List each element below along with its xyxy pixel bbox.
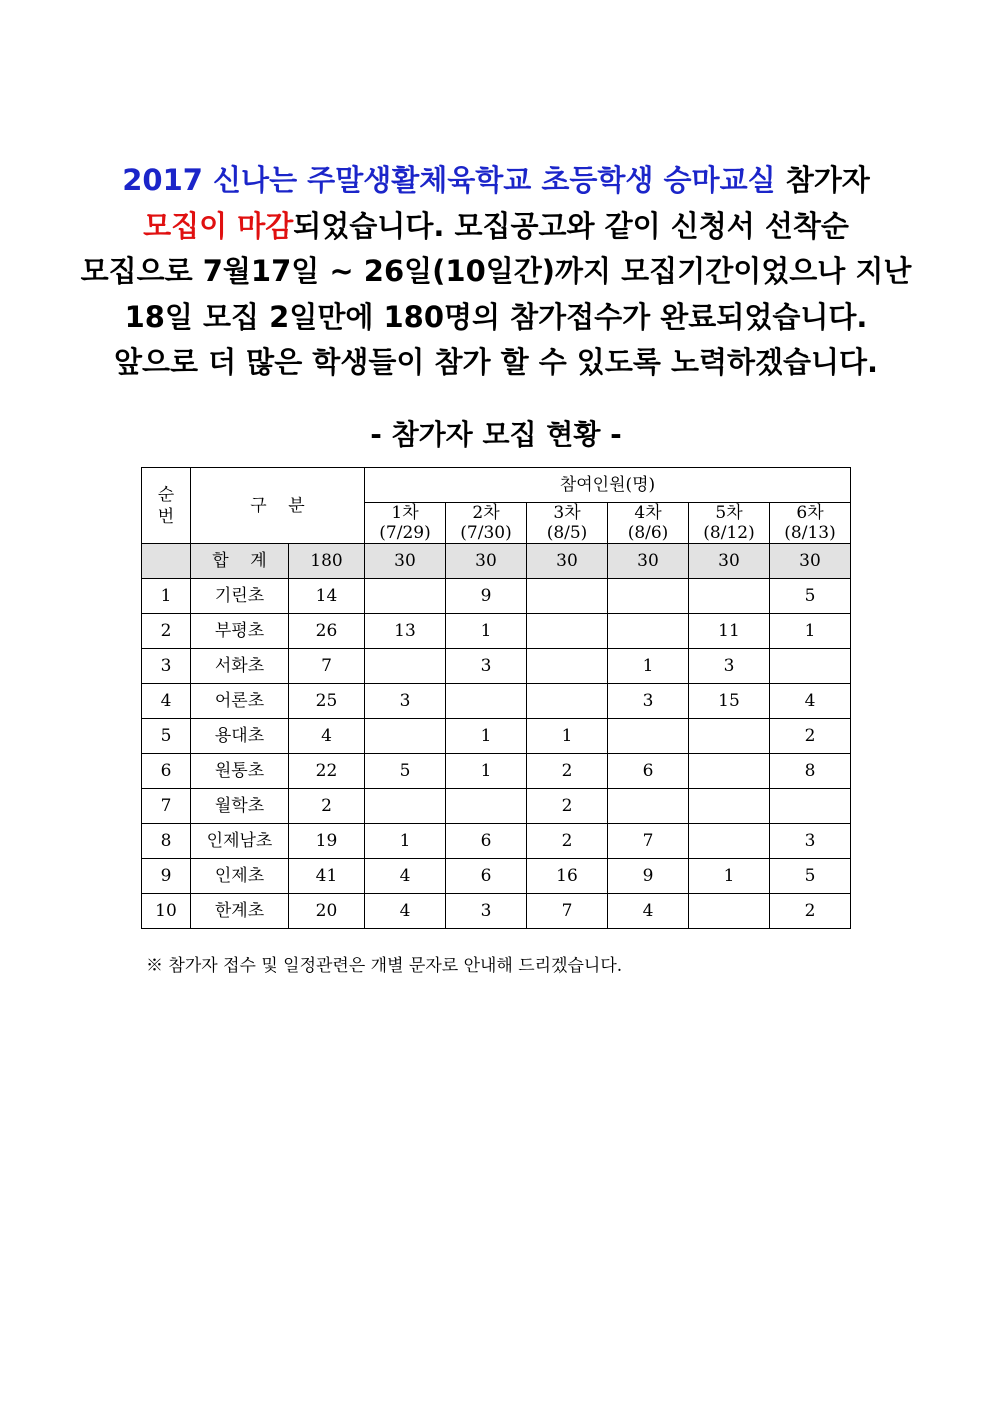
row-round-3: 7 [527, 894, 608, 929]
row-round-6: 3 [770, 824, 851, 859]
row-round-1: 4 [365, 894, 446, 929]
header-round-4 [608, 503, 689, 544]
row-round-1 [365, 789, 446, 824]
row-round-6 [770, 649, 851, 684]
total-round-2: 30 [446, 544, 527, 579]
row-round-5 [689, 894, 770, 929]
row-sum: 20 [289, 894, 365, 929]
header-round-date: (8/12) [703, 523, 755, 543]
row-round-5: 15 [689, 684, 770, 719]
row-round-5: 11 [689, 614, 770, 649]
header-participants: 참여인원(명) [365, 468, 851, 503]
row-school: 한계초 [191, 894, 289, 929]
header-round-label: 1차 [391, 503, 419, 523]
table-row [142, 649, 851, 684]
row-no: 9 [142, 859, 191, 894]
row-no: 5 [142, 719, 191, 754]
row-round-6: 2 [770, 894, 851, 929]
row-school: 인제남초 [191, 824, 289, 859]
row-school: 용대초 [191, 719, 289, 754]
table-row [142, 614, 851, 649]
header-category: 구 분 [191, 468, 365, 544]
row-school: 기린초 [191, 579, 289, 614]
row-round-5 [689, 754, 770, 789]
header-round-2 [446, 503, 527, 544]
row-round-4: 9 [608, 859, 689, 894]
table-row [142, 579, 851, 614]
row-round-1: 4 [365, 859, 446, 894]
table-row [142, 754, 851, 789]
total-round-4: 30 [608, 544, 689, 579]
total-round-1: 30 [365, 544, 446, 579]
row-sum: 7 [289, 649, 365, 684]
row-round-6: 5 [770, 579, 851, 614]
total-no-cell [142, 544, 191, 579]
header-round-date: (7/29) [379, 523, 431, 543]
row-round-3 [527, 579, 608, 614]
header-round-label: 4차 [634, 503, 662, 523]
announcement-line-5: 앞으로 더 많은 학생들이 참가 할 수 있도록 노력하겠습니다. [113, 345, 879, 379]
row-round-2: 3 [446, 894, 527, 929]
row-round-3: 1 [527, 719, 608, 754]
table-row [142, 684, 851, 719]
row-round-4 [608, 579, 689, 614]
row-round-4: 7 [608, 824, 689, 859]
announcement-line-2-rest: 되었습니다. 모집공고와 같이 신청서 선착순 [293, 208, 849, 243]
row-round-3 [527, 614, 608, 649]
row-round-6: 2 [770, 719, 851, 754]
table-row [142, 789, 851, 824]
row-round-1: 3 [365, 684, 446, 719]
header-round-date: (8/13) [784, 523, 836, 543]
announcement [60, 158, 932, 386]
header-round-date: (7/30) [460, 523, 512, 543]
row-school: 어론초 [191, 684, 289, 719]
row-round-2: 1 [446, 754, 527, 789]
row-no: 1 [142, 579, 191, 614]
announcement-line-4: 18일 모집 2일만에 180명의 참가접수가 완료되었습니다. [124, 299, 868, 334]
table-header-row [142, 468, 851, 503]
row-round-1 [365, 649, 446, 684]
announcement-line-1 [60, 158, 932, 204]
row-round-4: 3 [608, 684, 689, 719]
row-school: 서화초 [191, 649, 289, 684]
row-school: 부평초 [191, 614, 289, 649]
row-round-5 [689, 824, 770, 859]
row-round-5 [689, 719, 770, 754]
footnote: ※ 참가자 접수 및 일정관련은 개별 문자로 안내해 드리겠습니다. [146, 956, 623, 976]
row-school: 월학초 [191, 789, 289, 824]
table-row [142, 719, 851, 754]
header-round-1 [365, 503, 446, 544]
header-round-label: 6차 [796, 503, 824, 523]
row-round-3: 2 [527, 754, 608, 789]
total-round-3: 30 [527, 544, 608, 579]
row-sum: 4 [289, 719, 365, 754]
row-round-5 [689, 789, 770, 824]
row-round-2: 1 [446, 614, 527, 649]
total-round-6: 30 [770, 544, 851, 579]
row-round-2: 1 [446, 719, 527, 754]
row-round-3 [527, 684, 608, 719]
row-round-6: 4 [770, 684, 851, 719]
announcement-space [227, 209, 237, 243]
row-school: 인제초 [191, 859, 289, 894]
row-sum: 19 [289, 824, 365, 859]
announcement-line-3: 모집으로 7월17일 ~ 26일(10일간)까지 모집기간이었으나 지난 [80, 254, 912, 288]
row-round-1: 5 [365, 754, 446, 789]
row-round-6: 8 [770, 754, 851, 789]
row-sum: 25 [289, 684, 365, 719]
row-no: 4 [142, 684, 191, 719]
row-no: 7 [142, 789, 191, 824]
header-round-3 [527, 503, 608, 544]
row-round-3 [527, 649, 608, 684]
row-no: 8 [142, 824, 191, 859]
table-total-row [142, 544, 851, 579]
announcement-line-1-rest: 참가자 [775, 163, 870, 197]
row-round-1: 1 [365, 824, 446, 859]
announcement-line-2 [60, 204, 932, 250]
row-round-4 [608, 614, 689, 649]
header-no: 순 번 [142, 468, 191, 544]
header-round-date: (8/5) [546, 523, 588, 543]
header-round-label: 5차 [715, 503, 743, 523]
total-label: 합 계 [191, 544, 289, 579]
section-title: - 참가자 모집 현황 - [370, 418, 622, 451]
row-round-2: 3 [446, 649, 527, 684]
row-round-2: 6 [446, 824, 527, 859]
header-round-date: (8/6) [627, 523, 669, 543]
header-round-label: 3차 [553, 503, 581, 523]
table-row [142, 894, 851, 929]
row-round-1: 13 [365, 614, 446, 649]
row-round-3: 16 [527, 859, 608, 894]
row-sum: 2 [289, 789, 365, 824]
row-round-2: 6 [446, 859, 527, 894]
row-round-4: 4 [608, 894, 689, 929]
row-sum: 14 [289, 579, 365, 614]
recruitment-status-table [141, 467, 851, 929]
row-sum: 41 [289, 859, 365, 894]
row-sum: 26 [289, 614, 365, 649]
row-round-4 [608, 719, 689, 754]
table-row [142, 824, 851, 859]
row-round-3: 2 [527, 824, 608, 859]
row-round-4 [608, 789, 689, 824]
row-round-3: 2 [527, 789, 608, 824]
header-round-6 [770, 503, 851, 544]
row-round-1 [365, 579, 446, 614]
row-no: 6 [142, 754, 191, 789]
announcement-closed-b: 마감 [237, 208, 294, 243]
row-round-5 [689, 579, 770, 614]
row-round-6: 5 [770, 859, 851, 894]
row-round-5: 3 [689, 649, 770, 684]
table-row [142, 859, 851, 894]
row-no: 10 [142, 894, 191, 929]
row-sum: 22 [289, 754, 365, 789]
row-no: 2 [142, 614, 191, 649]
row-round-2 [446, 684, 527, 719]
row-round-5: 1 [689, 859, 770, 894]
row-no: 3 [142, 649, 191, 684]
total-round-5: 30 [689, 544, 770, 579]
row-round-6: 1 [770, 614, 851, 649]
row-round-2: 9 [446, 579, 527, 614]
row-round-4: 1 [608, 649, 689, 684]
total-sum: 180 [289, 544, 365, 579]
row-round-4: 6 [608, 754, 689, 789]
row-round-2 [446, 789, 527, 824]
row-school: 원통초 [191, 754, 289, 789]
row-round-6 [770, 789, 851, 824]
announcement-closed-a: 모집이 [143, 208, 228, 243]
announcement-event-name: 2017 신나는 주말생활체육학교 초등학생 승마교실 [122, 163, 776, 197]
row-round-1 [365, 719, 446, 754]
header-round-label: 2차 [472, 503, 500, 523]
header-round-5 [689, 503, 770, 544]
